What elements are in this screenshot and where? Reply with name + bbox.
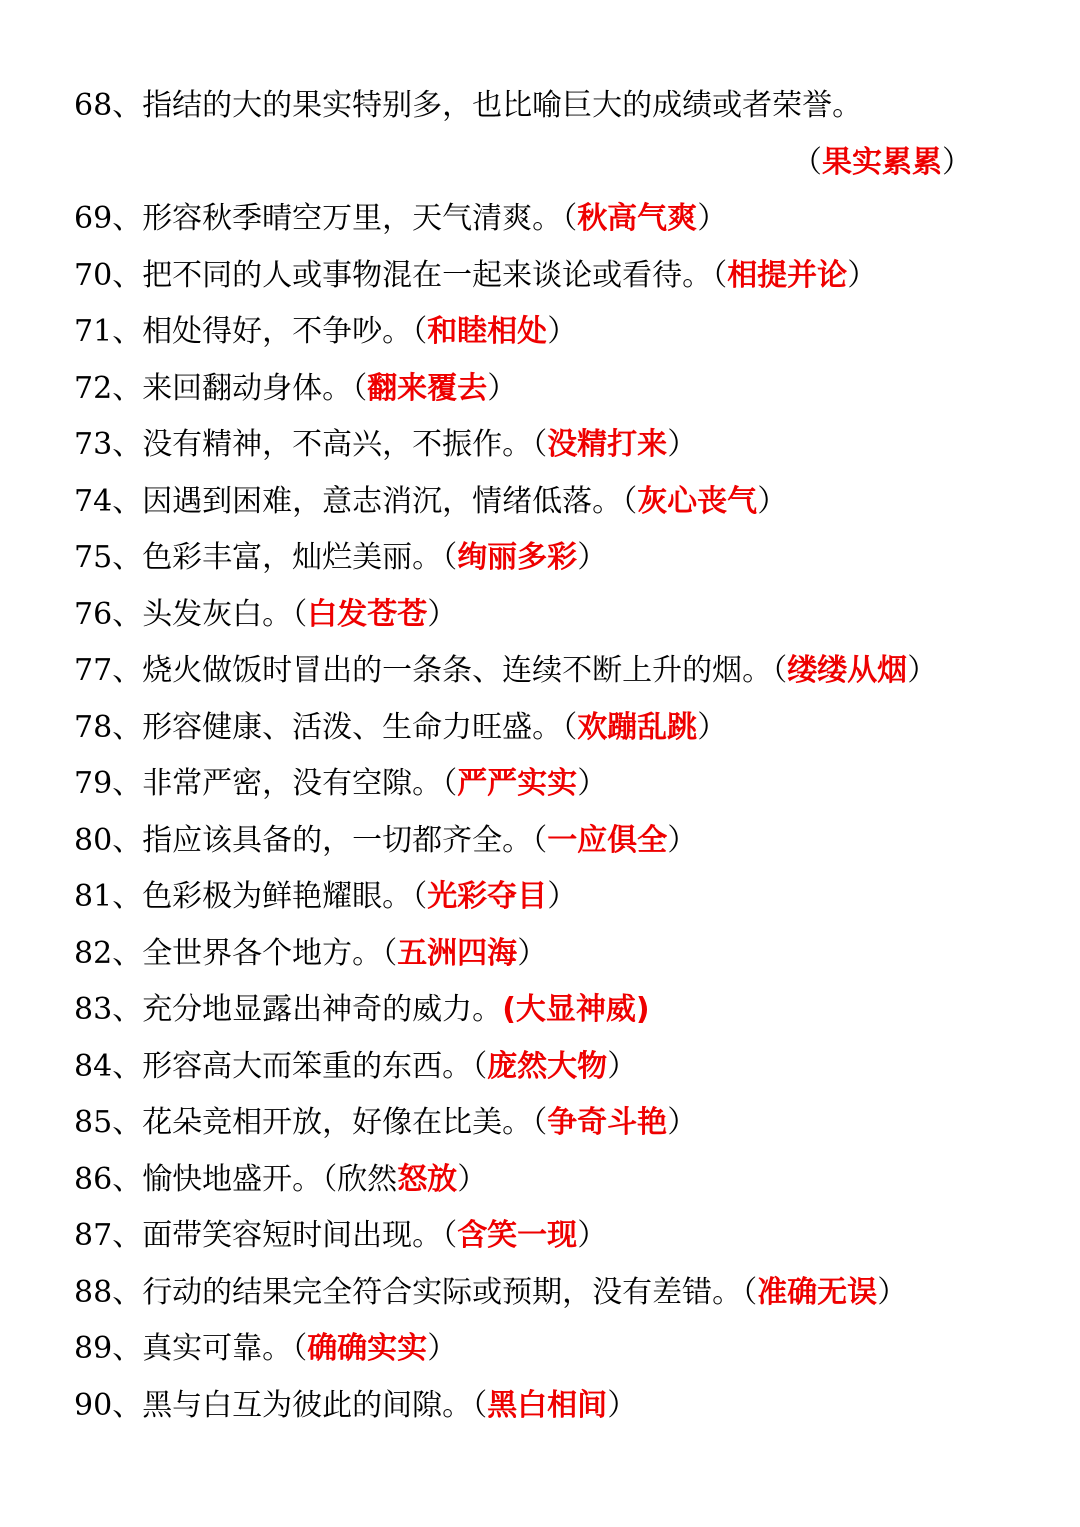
item-separator: 、 (112, 540, 143, 575)
close-paren: ） (577, 1218, 608, 1253)
list-item (74, 1321, 1034, 1378)
item-definition: 没有精神，不高兴，不振作。 (142, 427, 533, 462)
open-paren: （ (442, 1218, 458, 1253)
item-number: 75 (74, 540, 113, 575)
list-item (74, 304, 1034, 361)
open-paren: （ (532, 1105, 548, 1140)
list-item (74, 982, 1034, 1039)
close-paren: ） (547, 314, 578, 349)
item-separator: 、 (112, 879, 143, 914)
item-separator: 、 (112, 596, 143, 632)
item-separator: 、 (112, 1331, 143, 1366)
item-separator: 、 (112, 427, 143, 462)
open-paren: （ (412, 879, 428, 914)
item-definition: 来回翻动身体。 (142, 370, 353, 406)
item-number: 83 (74, 992, 113, 1027)
list-item (74, 1208, 1034, 1265)
list-item (74, 1039, 1034, 1096)
item-number: 85 (74, 1105, 113, 1140)
item-definition: 形容秋季晴空万里，天气清爽。 (142, 201, 563, 236)
open-paren: （ (792, 144, 822, 180)
open-paren: （ (472, 1048, 488, 1084)
item-answer: 缕缕从烟 (787, 653, 908, 688)
item-number: 78 (74, 709, 113, 745)
item-answer: 光彩夺目 (427, 879, 548, 914)
list-item (74, 248, 1034, 305)
close-paren: ） (667, 1105, 698, 1140)
close-paren: ） (877, 1274, 908, 1310)
item-answer: 白发苍苍 (307, 596, 428, 632)
open-paren: （ (472, 1387, 488, 1423)
item-number: 68 (74, 88, 113, 123)
item-answer-prefix: 欣然 (337, 1161, 398, 1197)
item-definition: 指应该具备的，一切都齐全。 (142, 822, 533, 858)
close-paren: ） (607, 1387, 638, 1423)
item-number: 77 (74, 653, 113, 688)
item-separator: 、 (112, 483, 143, 519)
item-number: 81 (74, 879, 113, 914)
item-definition: 把不同的人或事物混在一起来谈论或看待。 (142, 257, 713, 293)
item-separator: 、 (112, 653, 143, 688)
open-paren: （ (322, 1161, 338, 1197)
item-separator: 、 (112, 822, 143, 858)
list-item (74, 1265, 1034, 1322)
item-number: 89 (74, 1331, 113, 1366)
open-paren: （ (292, 1331, 308, 1366)
close-paren: ） (942, 144, 972, 180)
item-definition: 色彩极为鲜艳耀眼。 (142, 879, 413, 914)
open-paren: （ (292, 596, 308, 632)
close-paren: ） (667, 822, 698, 858)
close-paren: ) (635, 992, 650, 1027)
item-number: 80 (74, 822, 113, 858)
item-definition: 行动的结果完全符合实际或预期，没有差错。 (142, 1274, 743, 1310)
open-paren: （ (562, 201, 578, 236)
item-answer: 确确实实 (307, 1331, 428, 1366)
list-item (74, 869, 1034, 926)
item-definition: 全世界各个地方。 (142, 935, 383, 971)
close-paren: ） (517, 935, 548, 971)
list-item (74, 1152, 1034, 1209)
list-item (74, 587, 1034, 644)
close-paren: ） (847, 257, 878, 293)
open-paren: （ (562, 709, 578, 745)
close-paren: ） (607, 1048, 638, 1084)
close-paren: ） (427, 1331, 458, 1366)
list-item (74, 191, 1034, 248)
close-paren: ） (457, 1161, 488, 1197)
list-item-answer-line (74, 135, 1034, 192)
item-definition: 色彩丰富，灿烂美丽。 (142, 540, 443, 575)
item-separator: 、 (112, 1105, 143, 1140)
item-answer: 相提并论 (727, 257, 848, 293)
item-definition: 面带笑容短时间出现。 (142, 1218, 443, 1253)
close-paren: ） (757, 483, 788, 519)
open-paren: （ (622, 483, 638, 519)
close-paren: ） (907, 653, 938, 688)
open-paren: （ (742, 1274, 758, 1310)
open-paren: ( (502, 992, 516, 1027)
item-definition: 形容高大而笨重的东西。 (142, 1048, 473, 1084)
open-paren: （ (532, 427, 548, 462)
item-answer: 绚丽多彩 (457, 540, 578, 575)
item-number: 76 (74, 596, 113, 632)
item-answer: 严严实实 (457, 766, 578, 801)
list-item (74, 1378, 1034, 1435)
item-answer: 果实累累 (822, 144, 942, 180)
item-answer: 怒放 (397, 1161, 458, 1197)
list-item (74, 643, 1034, 700)
list-item (74, 1095, 1034, 1152)
open-paren: （ (442, 766, 458, 801)
item-definition: 愉快地盛开。 (142, 1161, 323, 1197)
item-answer: 五洲四海 (397, 935, 518, 971)
item-separator: 、 (112, 257, 143, 293)
item-separator: 、 (112, 1161, 143, 1197)
item-answer: 和睦相处 (427, 314, 548, 349)
item-number: 72 (74, 370, 113, 406)
item-answer: 争奇斗艳 (547, 1105, 668, 1140)
close-paren: ） (577, 766, 608, 801)
item-definition: 头发灰白。 (142, 596, 293, 632)
open-paren: （ (442, 540, 458, 575)
item-separator: 、 (112, 1218, 143, 1253)
item-definition: 烧火做饭时冒出的一条条、连续不断上升的烟。 (142, 653, 773, 688)
item-separator: 、 (112, 709, 143, 745)
item-separator: 、 (112, 1387, 143, 1423)
list-item (74, 926, 1034, 983)
close-paren: ） (487, 370, 518, 406)
list-item (74, 756, 1034, 813)
list-item (74, 474, 1034, 531)
item-answer: 翻来覆去 (367, 370, 488, 406)
item-number: 71 (74, 314, 113, 349)
item-answer: 一应俱全 (547, 822, 668, 858)
close-paren: ） (427, 596, 458, 632)
open-paren: （ (532, 822, 548, 858)
item-number: 73 (74, 427, 113, 462)
item-number: 86 (74, 1161, 113, 1197)
item-number: 74 (74, 483, 113, 519)
list-item (74, 417, 1034, 474)
item-definition: 相处得好，不争吵。 (142, 314, 413, 349)
item-separator: 、 (112, 370, 143, 406)
item-separator: 、 (112, 88, 143, 123)
item-definition: 形容健康、活泼、生命力旺盛。 (142, 709, 563, 745)
item-answer: 黑白相间 (487, 1387, 608, 1423)
item-answer: 含笑一现 (457, 1218, 578, 1253)
list-item (74, 361, 1034, 418)
item-definition: 真实可靠。 (142, 1331, 293, 1366)
item-separator: 、 (112, 992, 143, 1027)
item-number: 79 (74, 766, 113, 801)
item-definition: 指结的大的果实特别多，也比喻巨大的成绩或者荣誉。 (142, 88, 863, 123)
close-paren: ） (697, 709, 728, 745)
item-separator: 、 (112, 766, 143, 801)
item-definition: 非常严密，没有空隙。 (142, 766, 443, 801)
item-number: 90 (74, 1387, 113, 1423)
item-separator: 、 (112, 201, 143, 236)
open-paren: （ (352, 370, 368, 406)
item-separator: 、 (112, 1274, 143, 1310)
item-number: 84 (74, 1048, 113, 1084)
item-separator: 、 (112, 1048, 143, 1084)
item-number: 87 (74, 1218, 113, 1253)
item-answer: 欢蹦乱跳 (577, 709, 698, 745)
item-answer: 大显神威 (515, 992, 636, 1027)
item-definition: 因遇到困难，意志消沉，情绪低落。 (142, 483, 623, 519)
close-paren: ） (697, 201, 728, 236)
open-paren: （ (712, 257, 728, 293)
item-answer: 准确无误 (757, 1274, 878, 1310)
item-definition: 花朵竞相开放，好像在比美。 (142, 1105, 533, 1140)
item-number: 82 (74, 935, 113, 971)
item-number: 70 (74, 257, 113, 293)
list-item (74, 530, 1034, 587)
open-paren: （ (382, 935, 398, 971)
idiom-list (74, 78, 1034, 1434)
item-definition: 黑与白互为彼此的间隙。 (142, 1387, 473, 1423)
close-paren: ） (667, 427, 698, 462)
open-paren: （ (412, 314, 428, 349)
item-separator: 、 (112, 314, 143, 349)
close-paren: ） (577, 540, 608, 575)
item-separator: 、 (112, 935, 143, 971)
open-paren: （ (772, 653, 788, 688)
item-answer: 秋高气爽 (577, 201, 698, 236)
list-item (74, 813, 1034, 870)
list-item (74, 700, 1034, 757)
item-number: 88 (74, 1274, 113, 1310)
close-paren: ） (547, 879, 578, 914)
item-answer: 庞然大物 (487, 1048, 608, 1084)
list-item (74, 78, 1034, 135)
item-definition: 充分地显露出神奇的威力。 (142, 992, 503, 1027)
item-number: 69 (74, 201, 113, 236)
item-answer: 灰心丧气 (637, 483, 758, 519)
item-answer: 没精打来 (547, 427, 668, 462)
